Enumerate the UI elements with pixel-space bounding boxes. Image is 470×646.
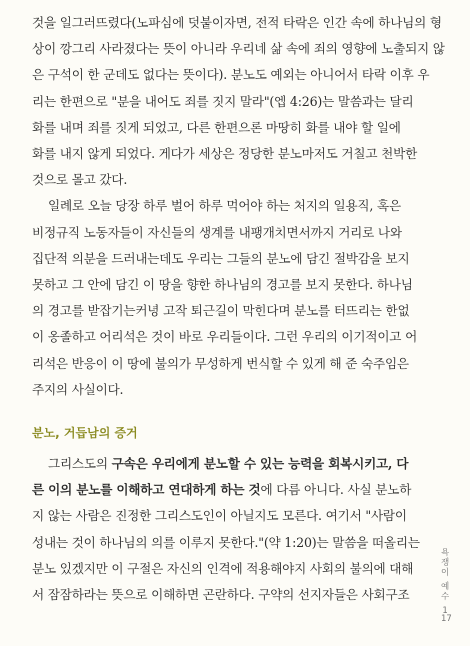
text-line: 비정규직 노동자들이 자신들의 생계를 내팽개치면서까지 거리로 나와: [32, 224, 402, 240]
text-line: 상이 깡그리 사라졌다는 뜻이 아니라 우리네 삶 속에 죄의 영향에 노출되지 않: [32, 41, 445, 57]
text-line: 못하고 그 안에 담긴 이 땅을 향한 하나님의 경고를 보지 못한다. 하나님: [32, 277, 413, 293]
text-line: 것으로 몰고 갔다.: [32, 172, 128, 188]
emphasis-text: 른 이의 분노를 이해하고 연대하게 하는 것: [32, 482, 261, 498]
emphasis-text: 구속은 우리에게 분노할 수 있는 능력을 회복시키고, 다: [111, 456, 409, 472]
text-line: 일례로 오늘 당장 하루 벌어 하루 먹어야 하는 처지의 일용직, 혹은: [48, 198, 401, 214]
running-title-char: 수: [441, 592, 450, 602]
paragraph-1: [32, 10, 445, 193]
page-body: [32, 10, 445, 608]
running-title: [441, 548, 449, 616]
text-span: 그리스도의: [48, 456, 112, 472]
text-line: [32, 451, 436, 477]
text-line: 것을 일그러뜨렸다(노파심에 덧붙이자면, 전적 타락은 인간 속에 하나님의 형: [32, 15, 442, 30]
text-line: 리석은 반응이 이 땅에 불의가 무성하게 번식할 수 있게 해 준 숙주임은: [32, 355, 409, 371]
text-line: 화를 내지 않게 되었다. 게다가 세상은 정당한 분노마저도 거칠고 천박한: [32, 146, 418, 162]
section-heading: 분노, 거듭남의 증거: [32, 426, 138, 441]
text-line: 리는 한편으로 "분을 내어도 죄를 짓지 말라"(엡 4:26)는 말씀과는 달리: [32, 93, 414, 109]
text-line: 의 경고를 받잡기는커녕 고작 퇴근길이 막힌다며 분노를 터뜨리는 한없: [32, 303, 410, 319]
paragraph-2: [32, 193, 436, 403]
text-line: 주지의 사실이다.: [32, 381, 124, 397]
text-line: 은 구석이 한 군데도 없다는 뜻이다). 분노도 예외는 아니어서 타락 이후 우: [32, 67, 430, 83]
page-number: 17: [441, 614, 452, 624]
text-line: 성내는 것이 하나님의 의를 이루지 못한다."(약 1:20)는 말씀을 떠올리는: [32, 534, 420, 550]
text-line: 서 잠잠하라는 뜻으로 이해하면 곤란하다. 구약의 선지자들은 사회구조: [32, 587, 410, 603]
text-line: 화를 내며 죄를 짓게 되었고, 다른 한편으론 마땅히 화를 내야 할 일에: [32, 119, 401, 135]
running-title-char: 1: [442, 606, 448, 616]
text-line: 집단적 의분을 드러내는데도 우리는 그들의 분노에 담긴 절박감을 보지: [32, 250, 410, 266]
text-line: [32, 477, 436, 503]
running-title-char: 욕: [441, 548, 450, 558]
running-title-char: 예: [441, 582, 450, 592]
running-title-char: 이: [441, 568, 450, 578]
text-line: 지 않는 사람은 진정한 그리스도인이 아닐지도 모른다. 여기서 "사람이: [32, 508, 407, 524]
text-line: 분노 있겠지만 이 구절은 자신의 인격에 적용해야지 사회의 불의에 대해: [32, 560, 414, 576]
text-line: 이 옹졸하고 어리석은 것이 바로 우리들이다. 그런 우리의 이기적이고 어: [32, 329, 418, 345]
running-title-char: 쟁: [441, 558, 450, 568]
paragraph-3: [32, 451, 436, 608]
text-span: 에 다름 아니다. 사실 분노하: [260, 482, 412, 498]
